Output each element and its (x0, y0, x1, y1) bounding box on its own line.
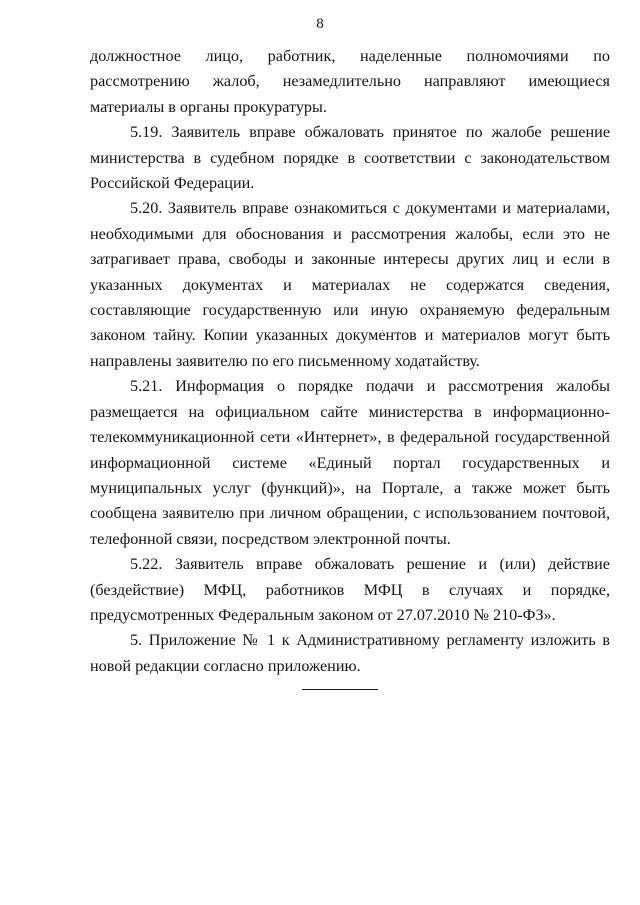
paragraph-item-5: 5. Приложение № 1 к Административному регламенту изложить в новой редакции согласно приложению. (90, 631, 610, 675)
paragraph-5-22: 5.22. Заявитель вправе обжаловать решение и (или) действие (бездействие) МФЦ, работников МФЦ в случаях и порядке, предусмотренных Федеральным законом от 27.07.2010 № 210-ФЗ». (90, 555, 610, 624)
paragraph-5-21: 5.21. Информация о порядке подачи и рассмотрения жалобы размещается на официальном сайте министерства в информационно-телекоммуникационной сети «Интернет», в федеральной государственной информационной системе «Единый портал государственных и муниципальных услуг (функций)», на Портале, а также может быть сообщена заявителю при личном обращении, с использованием почтовой, телефонной связи, посредством электронной почты. (90, 377, 610, 548)
paragraph-continuation: должностное лицо, работник, наделенные полномочиями по рассмотрению жалоб, незамедлительно направляют имеющиеся материалы в органы прокуратуры. (90, 47, 610, 116)
document-body (90, 44, 610, 679)
paragraph-5-20: 5.20. Заявитель вправе ознакомиться с документами и материалами, необходимыми для обоснования и рассмотрения жалобы, если это не затрагивает права, свободы и законные интересы других лиц и если в указанных документах и материалах не содержатся сведения, составляющие государственную или иную охраняемую федеральным законом тайну. Копии указанных документов и материалов могут быть направлены заявителю по его письменному ходатайству. (90, 199, 610, 370)
end-separator-line (302, 689, 378, 690)
paragraph-5-19: 5.19. Заявитель вправе обжаловать принятое по жалобе решение министерства в судебном порядке в соответствии с законодательством Российской Федерации. (90, 123, 610, 193)
page-number: 8 (316, 16, 324, 32)
